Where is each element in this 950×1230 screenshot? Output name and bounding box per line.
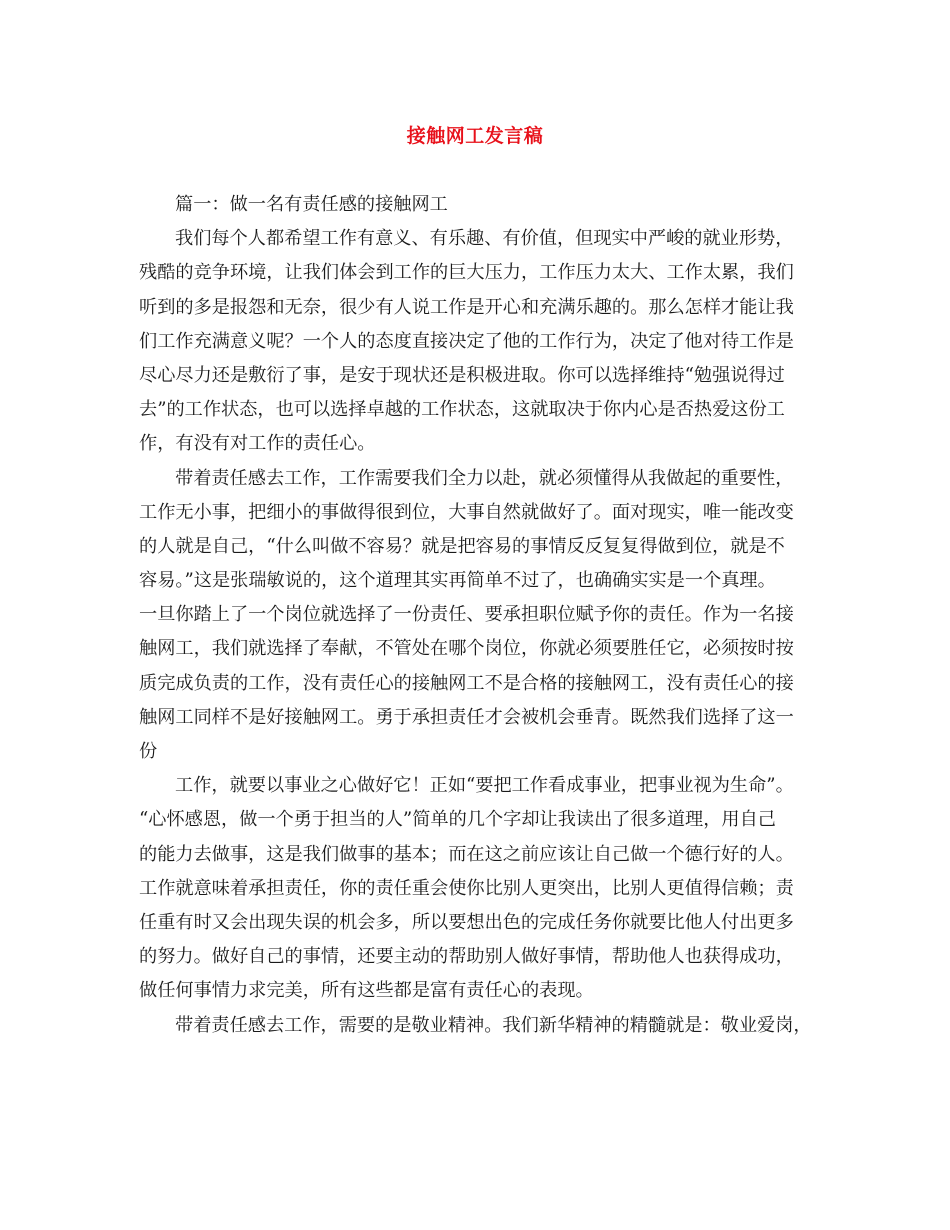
text-line: 触网工同样不是好接触网工。勇于承担责任才会被机会垂青。既然我们选择了这一 (139, 706, 794, 728)
text-line: 我们每个人都希望工作有意义、有乐趣、有价值，但现实中严峻的就业形势， (175, 228, 794, 250)
text-line: 一旦你踏上了一个岗位就选择了一份责任、要承担职位赋予你的责任。作为一名接 (139, 604, 794, 626)
text-line: 去”的工作状态，也可以选择卓越的工作状态，这就取决于你内心是否热爱这份工 (139, 399, 785, 421)
text-line: 篇一：做一名有责任感的接触网工 (175, 194, 448, 215)
text-line: 容易。”这是张瑞敏说的，这个道理其实再简单不过了，也确确实实是一个真理。 (139, 570, 776, 592)
text-line: 带着责任感去工作，工作需要我们全力以赴，就必须懂得从我做起的重要性， (175, 467, 794, 489)
document-body (139, 188, 829, 1043)
text-line: “心怀感恩，做一个勇于担当的人”简单的几个字却让我读出了很多道理，用自己 (139, 809, 776, 831)
text-line: 带着责任感去工作，需要的是敬业精神。我们新华精神的精髓就是：敬业爱岗， (175, 1014, 812, 1036)
text-line: 工作就意味着承担责任，你的责任重会使你比别人更突出，比别人更值得信赖；责 (139, 877, 794, 899)
text-line: 残酷的竞争环境，让我们体会到工作的巨大压力，工作压力太大、工作太累，我们 (139, 262, 794, 284)
text-line: 做任何事情力求完美，所有这些都是富有责任心的表现。 (139, 980, 594, 1002)
text-line: 工作，就要以事业之心做好它！正如“要把工作看成事业，把事业视为生命”。 (175, 775, 794, 797)
text-line: 的能力去做事，这是我们做事的基本；而在这之前应该让自己做一个德行好的人。 (139, 843, 794, 865)
text-line: 的人就是自己，“什么叫做不容易？就是把容易的事情反反复复得做到位，就是不 (139, 535, 785, 557)
text-line: 作，有没有对工作的责任心。 (139, 433, 376, 455)
document-title: 接触网工发言稿 (406, 125, 544, 147)
text-line: 们工作充满意义呢？一个人的态度直接决定了他的工作行为，决定了他对待工作是 (139, 330, 794, 352)
text-line: 的努力。做好自己的事情，还要主动的帮助别人做好事情，帮助他人也获得成功， (139, 946, 794, 968)
text-line: 任重有时又会出现失误的机会多，所以要想出色的完成任务你就要比他人付出更多 (139, 911, 794, 933)
text-line: 份 (139, 741, 158, 762)
text-line: 尽心尽力还是敷衍了事，是安于现状还是积极进取。你可以选择维持“勉强说得过 (139, 364, 785, 386)
text-line: 听到的多是报怨和无奈，很少有人说工作是开心和充满乐趣的。那么怎样才能让我 (139, 296, 794, 318)
text-line: 触网工，我们就选择了奉献，不管处在哪个岗位，你就必须要胜任它，必须按时按 (139, 638, 794, 660)
text-line: 质完成负责的工作，没有责任心的接触网工不是合格的接触网工，没有责任心的接 (139, 672, 794, 694)
text-line: 工作无小事，把细小的事做得很到位，大事自然就做好了。面对现实，唯一能改变 (139, 501, 794, 523)
